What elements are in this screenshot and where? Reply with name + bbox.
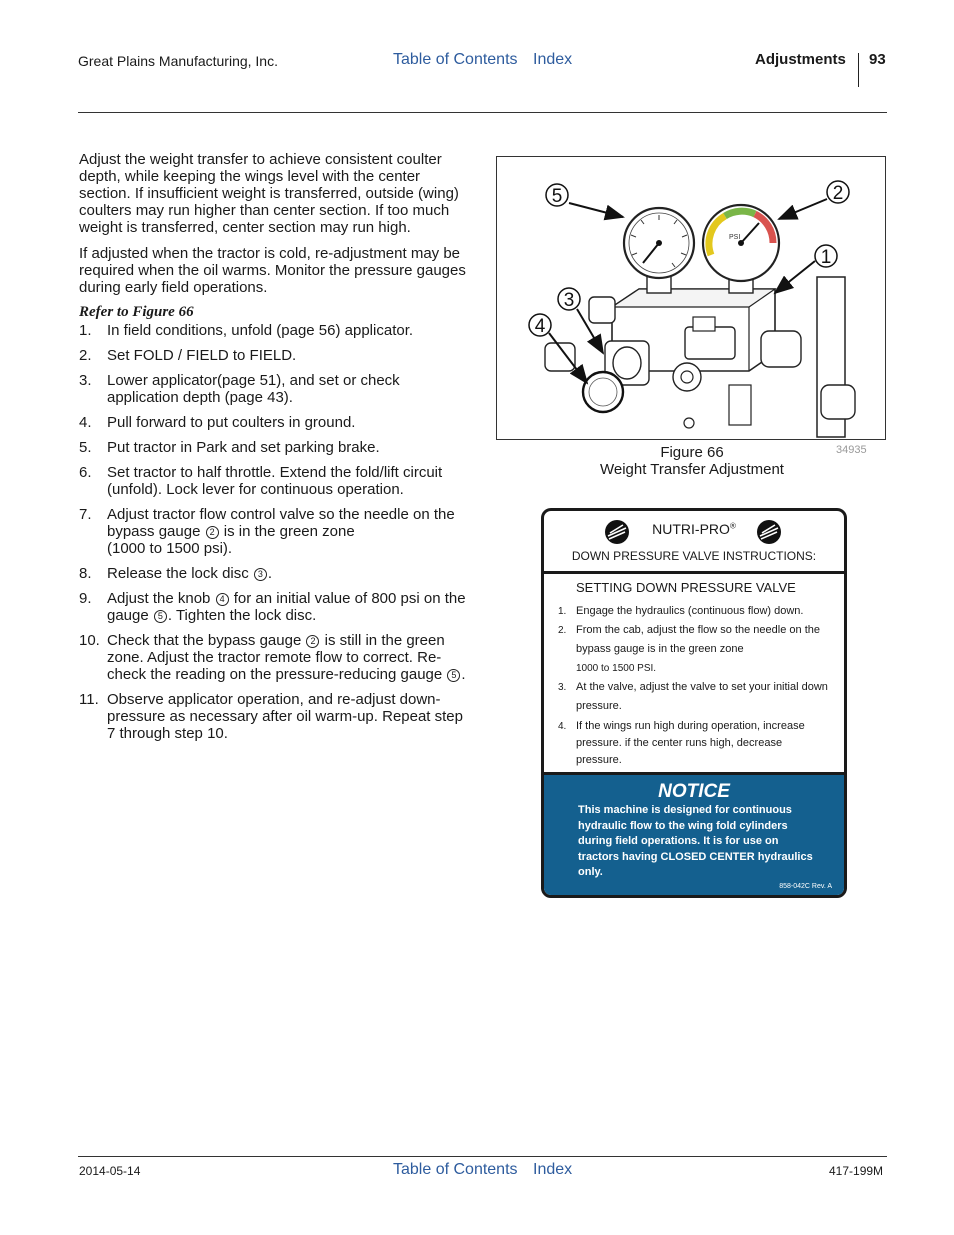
callout-marker: 5 [154, 610, 167, 623]
header-rule [78, 112, 887, 113]
step-text: Lower applicator(page 51), and set or check application depth (page 43). [107, 372, 400, 406]
cold-paragraph: If adjusted when the tractor is cold, re-adjustment may be required when the oil warms. Monitor the pressure gauges during early field operations. [79, 245, 466, 296]
callout-marker: 3 [254, 568, 267, 581]
callout-marker: 5 [447, 669, 460, 682]
step-text: Set FOLD / FIELD to FIELD. [107, 347, 297, 364]
step-text: . Tighten the lock disc. [167, 607, 317, 624]
nutri-pro-decal [541, 508, 847, 898]
fitting [761, 331, 801, 367]
step-4 [79, 414, 471, 431]
decal-header [544, 511, 844, 571]
step-text: Set tractor to half throttle. Extend the fold/lift circuit (unfold). Lock lever for continuous operation. [107, 464, 443, 498]
step-10 [79, 632, 471, 683]
notice-panel [544, 775, 844, 895]
decal-section-title: SETTING DOWN PRESSURE VALVE [576, 580, 796, 595]
decal-code: 858-042C Rev. A [779, 883, 832, 890]
step-8 [79, 565, 471, 582]
step-7 [79, 506, 471, 557]
step-number: 3. [79, 372, 92, 389]
header-toc-link[interactable]: Table of Contents [393, 51, 518, 68]
callout-marker: 4 [216, 593, 229, 606]
decal-subtitle: DOWN PRESSURE VALVE INSTRUCTIONS: [571, 549, 817, 563]
figure-reference: Refer to Figure 66 [79, 304, 194, 320]
company-name: Great Plains Manufacturing, Inc. [78, 53, 278, 69]
figure-caption-title: Weight Transfer Adjustment [600, 461, 784, 478]
step-text: is in the green zone [223, 523, 355, 540]
step-9 [79, 590, 471, 624]
decal-brand: NUTRI-PRO® [652, 521, 736, 537]
decal-instructions [544, 574, 844, 772]
step-number: 7. [79, 506, 92, 523]
step-11 [79, 691, 471, 742]
fitting [821, 385, 855, 419]
header-index-link[interactable]: Index [533, 51, 573, 68]
callout-number: 3 [563, 290, 575, 311]
header-divider [858, 53, 859, 87]
bypass-gauge [703, 205, 779, 281]
decal-step-2: 2. From the cab, adjust the flow so the needle on the bypass gauge is in the green zone 1000 to 1500 PSI. [558, 624, 820, 674]
fitting [589, 297, 615, 323]
footer-doc-number: 417-199M [829, 1164, 884, 1178]
step-number: 2. [79, 347, 92, 364]
step-text: Adjust the knob [107, 590, 211, 607]
notice-title: NOTICE [658, 781, 730, 802]
step-6 [79, 464, 471, 498]
step-number: 9. [79, 590, 92, 607]
great-plains-logo-icon [756, 519, 782, 545]
step-1 [79, 322, 471, 339]
notice-body: This machine is designed for continuous hydraulic flow to the wing fold cylinders during field operations. It is for use on tractors having CLOSED CENTER hydraulics only. [578, 804, 813, 878]
step-2 [79, 347, 471, 364]
step-text: Check that the bypass gauge [107, 632, 302, 649]
footer-index-link[interactable]: Index [533, 1161, 573, 1178]
callout-number: 4 [534, 316, 546, 337]
gauge-unit-label: PSI [729, 234, 741, 241]
footer-toc-link[interactable]: Table of Contents [393, 1161, 518, 1178]
step-text: Pull forward to put coulters in ground. [107, 414, 356, 431]
intro-paragraph: Adjust the weight transfer to achieve consistent coulter depth, while keeping the wings level with the center section. If insufficient weight is transferred, outside (wing) coulters may run higher than center section. If too much weight is transferred, center section may run high. [79, 151, 459, 236]
step-text: Put tractor in Park and set parking brake. [107, 439, 380, 456]
step-text: . [461, 666, 466, 683]
step-text: for an initial value of 800 psi on the gauge [107, 590, 466, 624]
callout-marker: 2 [306, 635, 319, 648]
section-title: Adjustments [755, 51, 846, 68]
step-text: (1000 to 1500 psi). [107, 540, 233, 557]
step-number: 10. [79, 632, 100, 649]
step-number: 1. [79, 322, 92, 339]
decal-step-4: 4. If the wings run high during operation, increase pressure. if the center runs high, decrease pressure. [558, 720, 805, 766]
decal-step-1: 1. Engage the hydraulics (continuous flow) down. [558, 605, 804, 617]
pressure-reducing-gauge [624, 208, 694, 278]
callout-number: 1 [820, 247, 832, 268]
step-number: 11. [79, 691, 99, 708]
figure-image-number: 34935 [836, 444, 867, 456]
step-text: is still in the green zone. Adjust the tractor remote flow to correct. Re-check the reading on the pressure-reducing gauge [107, 632, 445, 683]
step-3 [79, 372, 471, 406]
footer-date: 2014-05-14 [79, 1164, 141, 1178]
step-number: 8. [79, 565, 92, 582]
decal-steps [558, 602, 828, 769]
step-text: In field conditions, unfold (page 56) applicator. [107, 322, 414, 339]
step-text: Observe applicator operation, and re-adjust down-pressure as necessary after oil warm-up. Repeat step 7 through step 10. [107, 691, 463, 742]
figure-caption-number: Figure 66 [660, 444, 724, 461]
step-text: Adjust tractor flow control valve so the needle on the bypass gauge [107, 506, 455, 540]
lock-disc [613, 347, 641, 379]
callout-number: 2 [832, 183, 844, 204]
step-text: Release the lock disc [107, 565, 249, 582]
step-number: 6. [79, 464, 92, 481]
callout-number: 5 [551, 186, 563, 207]
procedure-steps [79, 322, 471, 750]
step-number: 5. [79, 439, 92, 456]
callout-marker: 2 [206, 526, 219, 539]
step-5 [79, 439, 471, 456]
footer-rule [78, 1156, 887, 1157]
page-number: 93 [869, 51, 886, 68]
figure-66-frame [496, 156, 886, 440]
decal-step-3: 3. At the valve, adjust the valve to set your initial down pressure. [558, 681, 828, 712]
valve-gauge-illustration [497, 157, 885, 439]
step-text: . [267, 565, 273, 582]
step-number: 4. [79, 414, 92, 431]
